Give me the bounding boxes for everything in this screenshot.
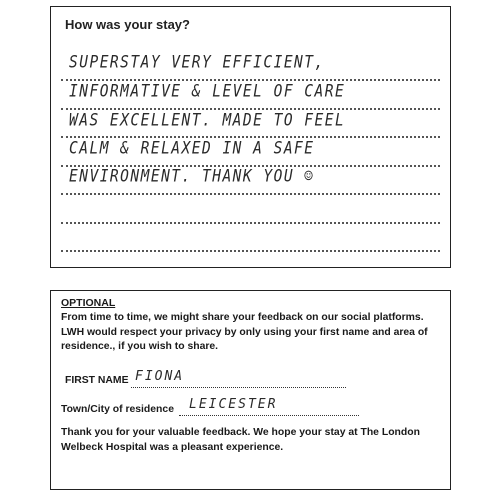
stay-feedback-card: [50, 6, 451, 268]
handwritten-comment-line: SUPERSTAY VERY EFFICIENT,: [69, 53, 325, 72]
handwritten-comment-line: WAS EXCELLENT. MADE TO FEEL: [69, 111, 346, 130]
writing-line: [61, 136, 440, 138]
writing-line: [61, 79, 440, 81]
first-name-label: FIRST NAME: [65, 375, 129, 386]
writing-line: [61, 193, 440, 195]
stay-heading: How was your stay?: [65, 17, 190, 32]
writing-line: [61, 222, 440, 224]
optional-consent-card: [50, 290, 451, 490]
town-label: Town/City of residence: [61, 404, 174, 415]
town-line: [179, 415, 359, 416]
town-value: LEICESTER: [189, 397, 278, 412]
handwritten-comment-line: ENVIRONMENT. THANK YOU ☺: [69, 167, 315, 186]
handwritten-comment-line: CALM & RELAXED IN A SAFE: [69, 139, 315, 158]
writing-line: [61, 108, 440, 110]
optional-title: OPTIONAL: [61, 297, 116, 309]
first-name-line: [131, 387, 346, 388]
thank-you-note: Thank you for your valuable feedback. We hope your stay at The London Welbeck Hospital was a pleasant experience.: [61, 427, 420, 453]
writing-line: [61, 250, 440, 252]
handwritten-comment-line: INFORMATIVE & LEVEL OF CARE: [69, 82, 346, 101]
privacy-notice: From time to time, we might share your feedback on our social platforms. LWH would respect your privacy by only using your first name and area of residence., if you wish to share.: [61, 312, 428, 352]
first-name-value: FIONA: [135, 369, 185, 384]
